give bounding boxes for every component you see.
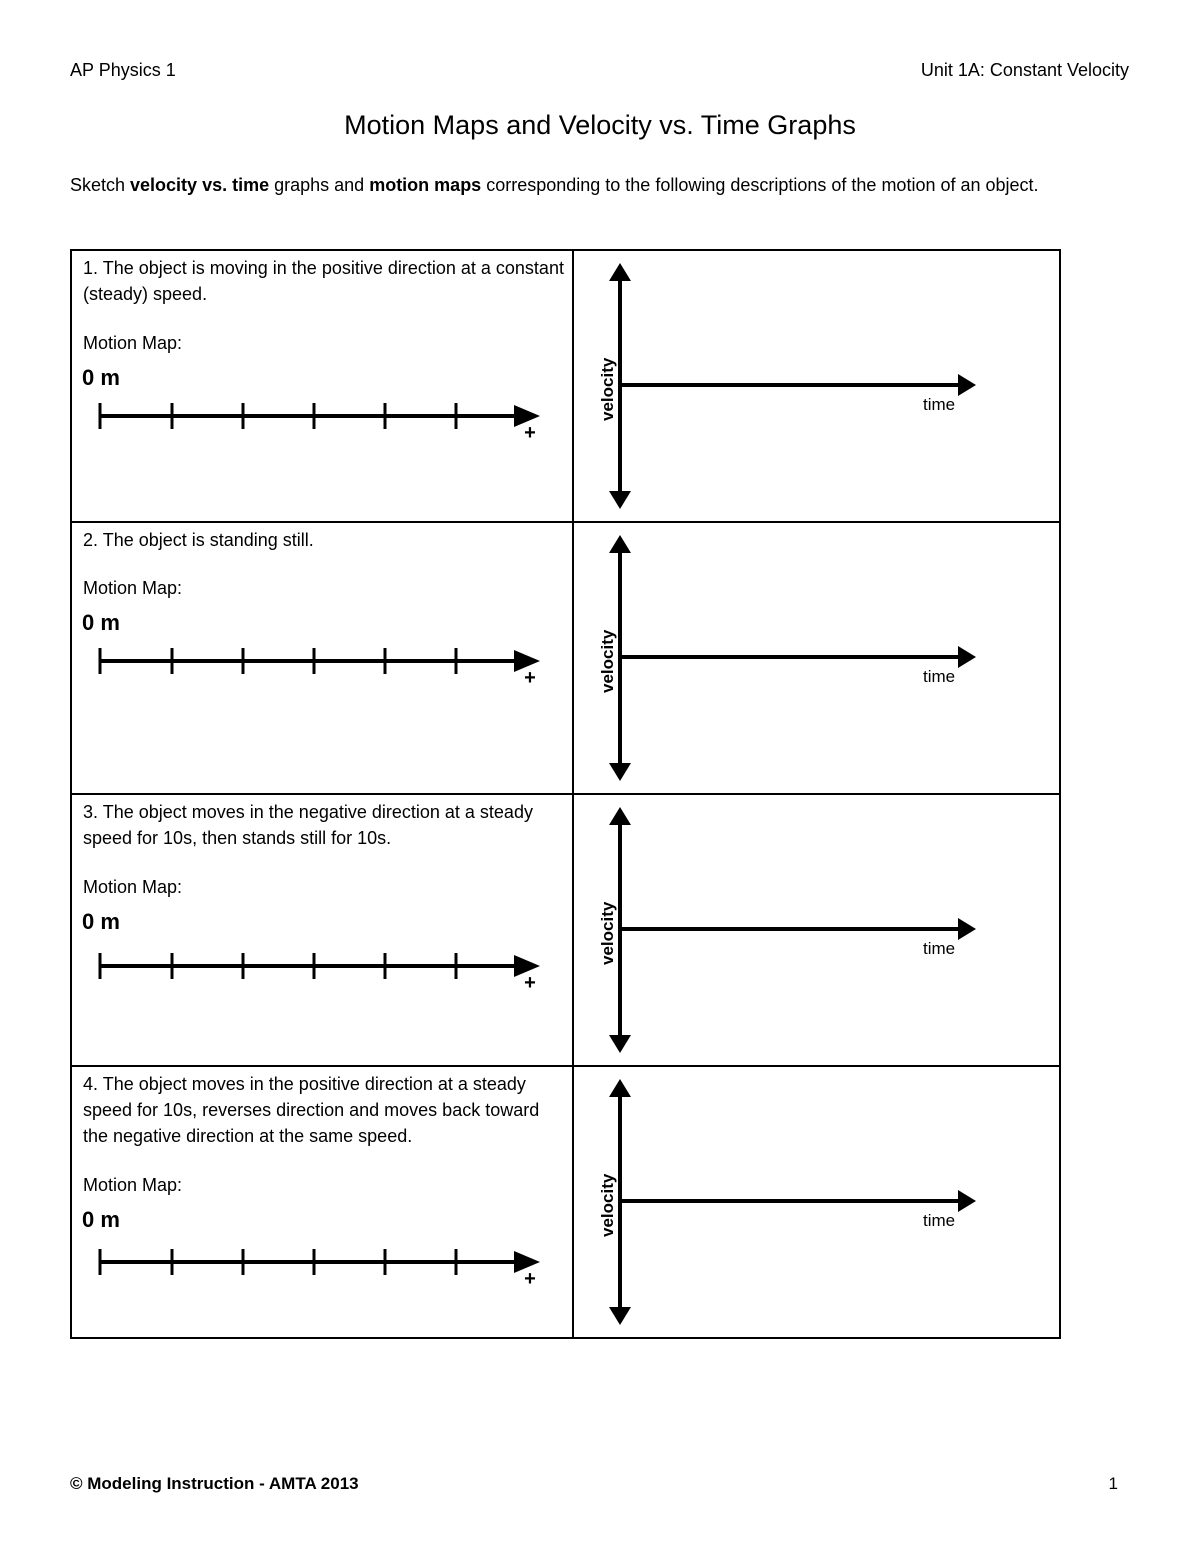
velocity-axis-arrow-up [609, 263, 631, 281]
problem-number: 1. [83, 258, 99, 278]
header-course: AP Physics 1 [70, 60, 176, 80]
footer-page-number: 1 [1108, 1474, 1118, 1493]
instructions-bold-2: motion maps [369, 175, 482, 195]
worksheet-table [70, 249, 1061, 1339]
motion-map-axis [92, 947, 552, 991]
zero-position-label: 0 m [82, 610, 120, 635]
velocity-time-graph-cell [573, 794, 1060, 1066]
problem-description-cell [71, 522, 573, 794]
problem-row [71, 522, 1060, 794]
problem-row [71, 250, 1060, 522]
problem-text [83, 799, 568, 851]
time-axis-arrowhead [958, 1190, 976, 1212]
problem-text [83, 527, 568, 553]
problem-statement: The object moves in the negative direction at a steady speed for 10s, then stands still for 10s. [83, 802, 533, 848]
motion-map-axis [92, 642, 552, 686]
instructions [70, 172, 1080, 199]
zero-position-label: 0 m [82, 909, 120, 934]
velocity-axis-label: velocity [598, 629, 617, 693]
problem-row [71, 1066, 1060, 1338]
zero-position-label: 0 m [82, 1207, 120, 1232]
velocity-axis-label: velocity [598, 1173, 617, 1237]
velocity-axis-arrow-up [609, 807, 631, 825]
motion-map-label: Motion Map: [83, 333, 183, 353]
time-axis-label: time [923, 395, 956, 414]
velocity-axis-arrow-up [609, 1079, 631, 1097]
instructions-text-1: Sketch [70, 175, 131, 195]
time-axis-label: time [923, 939, 956, 958]
problem-number: 2. [83, 530, 99, 550]
problem-description-cell [71, 794, 573, 1066]
velocity-time-axes [594, 805, 994, 1055]
problem-row [71, 794, 1060, 1066]
motion-map-axis [92, 397, 552, 441]
header-unit: Unit 1A: Constant Velocity [920, 60, 1129, 80]
velocity-axis-label: velocity [598, 357, 617, 421]
problem-text [83, 255, 568, 307]
velocity-time-graph-cell [573, 522, 1060, 794]
velocity-time-axes [594, 1077, 994, 1327]
problem-statement: The object is standing still. [102, 530, 314, 550]
zero-position-label: 0 m [82, 365, 120, 390]
instructions-bold-1: velocity vs. time [130, 175, 270, 195]
time-axis-label: time [923, 1211, 956, 1230]
velocity-axis-arrow-down [609, 763, 631, 781]
positive-direction-label: + [524, 422, 536, 441]
problem-statement: The object is moving in the positive direction at a constant (steady) speed. [83, 258, 564, 304]
instructions-text-2: graphs and [269, 175, 370, 195]
motion-map-label: Motion Map: [83, 1175, 183, 1195]
velocity-time-axes [594, 533, 994, 783]
time-axis-label: time [923, 667, 956, 686]
motion-map-label: Motion Map: [83, 877, 183, 897]
footer-copyright: © Modeling Instruction - AMTA 2013 [70, 1474, 359, 1493]
velocity-axis-arrow-down [609, 491, 631, 509]
motion-map-axis [92, 1243, 552, 1287]
velocity-axis-label: velocity [598, 901, 617, 965]
velocity-axis-arrow-down [609, 1035, 631, 1053]
positive-direction-label: + [524, 667, 536, 686]
page-title: Motion Maps and Velocity vs. Time Graphs [344, 110, 856, 140]
positive-direction-label: + [524, 1268, 536, 1287]
velocity-axis-arrow-down [609, 1307, 631, 1325]
problem-description-cell [71, 250, 573, 522]
positive-direction-label: + [524, 972, 536, 991]
problem-text [83, 1071, 568, 1149]
problem-description-cell [71, 1066, 573, 1338]
instructions-text-3: corresponding to the following descriptions of the motion of an object. [481, 175, 1039, 195]
motion-map-label: Motion Map: [83, 578, 183, 598]
time-axis-arrowhead [958, 374, 976, 396]
problem-number: 3. [83, 802, 99, 822]
problem-statement: The object moves in the positive direction at a steady speed for 10s, reverses direction and moves back toward the negative direction at the same speed. [83, 1074, 540, 1146]
time-axis-arrowhead [958, 646, 976, 668]
time-axis-arrowhead [958, 918, 976, 940]
velocity-time-axes [594, 261, 994, 511]
velocity-time-graph-cell [573, 250, 1060, 522]
velocity-axis-arrow-up [609, 535, 631, 553]
problem-number: 4. [83, 1074, 99, 1094]
velocity-time-graph-cell [573, 1066, 1060, 1338]
